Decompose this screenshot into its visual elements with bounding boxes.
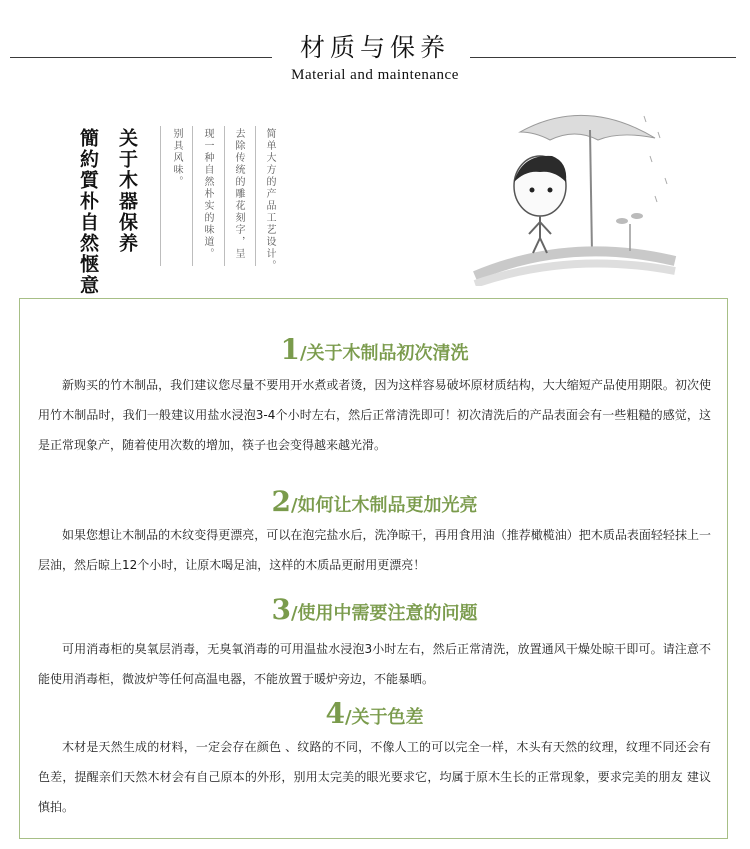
intro-text-column: 简单大方的产品工艺设计。 — [264, 128, 275, 272]
section-number: 3 — [271, 593, 291, 626]
section-heading — [20, 485, 729, 518]
section-title: /使用中需要注意的问题 — [290, 603, 478, 624]
divider-line — [255, 126, 256, 266]
section-number: 2 — [271, 485, 291, 518]
intro-text-column: 别具风味。 — [171, 128, 182, 188]
intro-tagline-column: 簡約質朴自然惬意 — [77, 128, 99, 296]
section-number: 4 — [325, 697, 345, 730]
divider-line — [160, 126, 161, 266]
section-usage-notes — [20, 593, 729, 694]
divider-line — [192, 126, 193, 266]
section-color-difference — [20, 697, 729, 822]
section-heading — [20, 333, 729, 366]
page-title: 材质与保养 — [299, 33, 450, 62]
section-body: 如果您想让木制品的木纹变得更漂亮，可以在泡完盐水后，洗净晾干，再用食用油（推荐橄榄油）把木质品表面轻轻抹上一层油，然后晾上12个小时，让原木喝足油，这样的木质品更耐用更漂亮！ — [38, 528, 711, 572]
section-polishing — [20, 485, 729, 580]
section-title: /关于木制品初次清洗 — [299, 343, 469, 364]
section-number: 1 — [280, 333, 300, 366]
section-title: /关于色差 — [344, 707, 424, 728]
section-heading — [20, 697, 729, 730]
section-title: /如何让木制品更加光亮 — [290, 495, 478, 516]
intro-text-column: 去除传统的雕花刻字，呈 — [233, 128, 244, 260]
intro-heading-column: 关于木器保养 — [116, 128, 138, 254]
section-body: 可用消毒柜的臭氧层消毒，无臭氧消毒的可用温盐水浸泡3小时左右，然后正常清洗，放置通风干燥处晾干即可。请注意不能使用消毒柜，微波炉等任何高温电器，不能放置于暖炉旁边，不能暴晒。 — [38, 642, 711, 686]
divider-line — [224, 126, 225, 266]
section-body: 新购买的竹木制品，我们建议您尽量不要用开水煮或者烫，因为这样容易破坏原材质结构，大大缩短产品使用期限。初次使用竹木制品时，我们一般建议用盐水浸泡3-4个小时左右，然后正常清洗即可！初次清洗后的产品表面会有一些粗糙的感觉，这是正常现象产，随着使用次数的增加，筷子也会变得越来越光滑。 — [38, 378, 711, 452]
page-subtitle: Material and maintenance — [291, 67, 459, 83]
intro-text-column: 现一种自然朴实的味道。 — [202, 128, 213, 260]
umbrella-character-illustration — [470, 86, 680, 286]
maintenance-panel — [19, 298, 728, 839]
section-heading — [20, 593, 729, 626]
section-body: 木材是天然生成的材料，一定会存在颜色 、纹路的不同，不像人工的可以完全一样，木头有天然的纹理，纹理不同还会有色差，提醒亲们天然木材会有自己原本的外形，别用太完美的眼光要求它，均属于原木生长的正常现象，要求完美的朋友 建议慎拍。 — [38, 740, 711, 814]
section-first-cleaning — [20, 333, 729, 460]
